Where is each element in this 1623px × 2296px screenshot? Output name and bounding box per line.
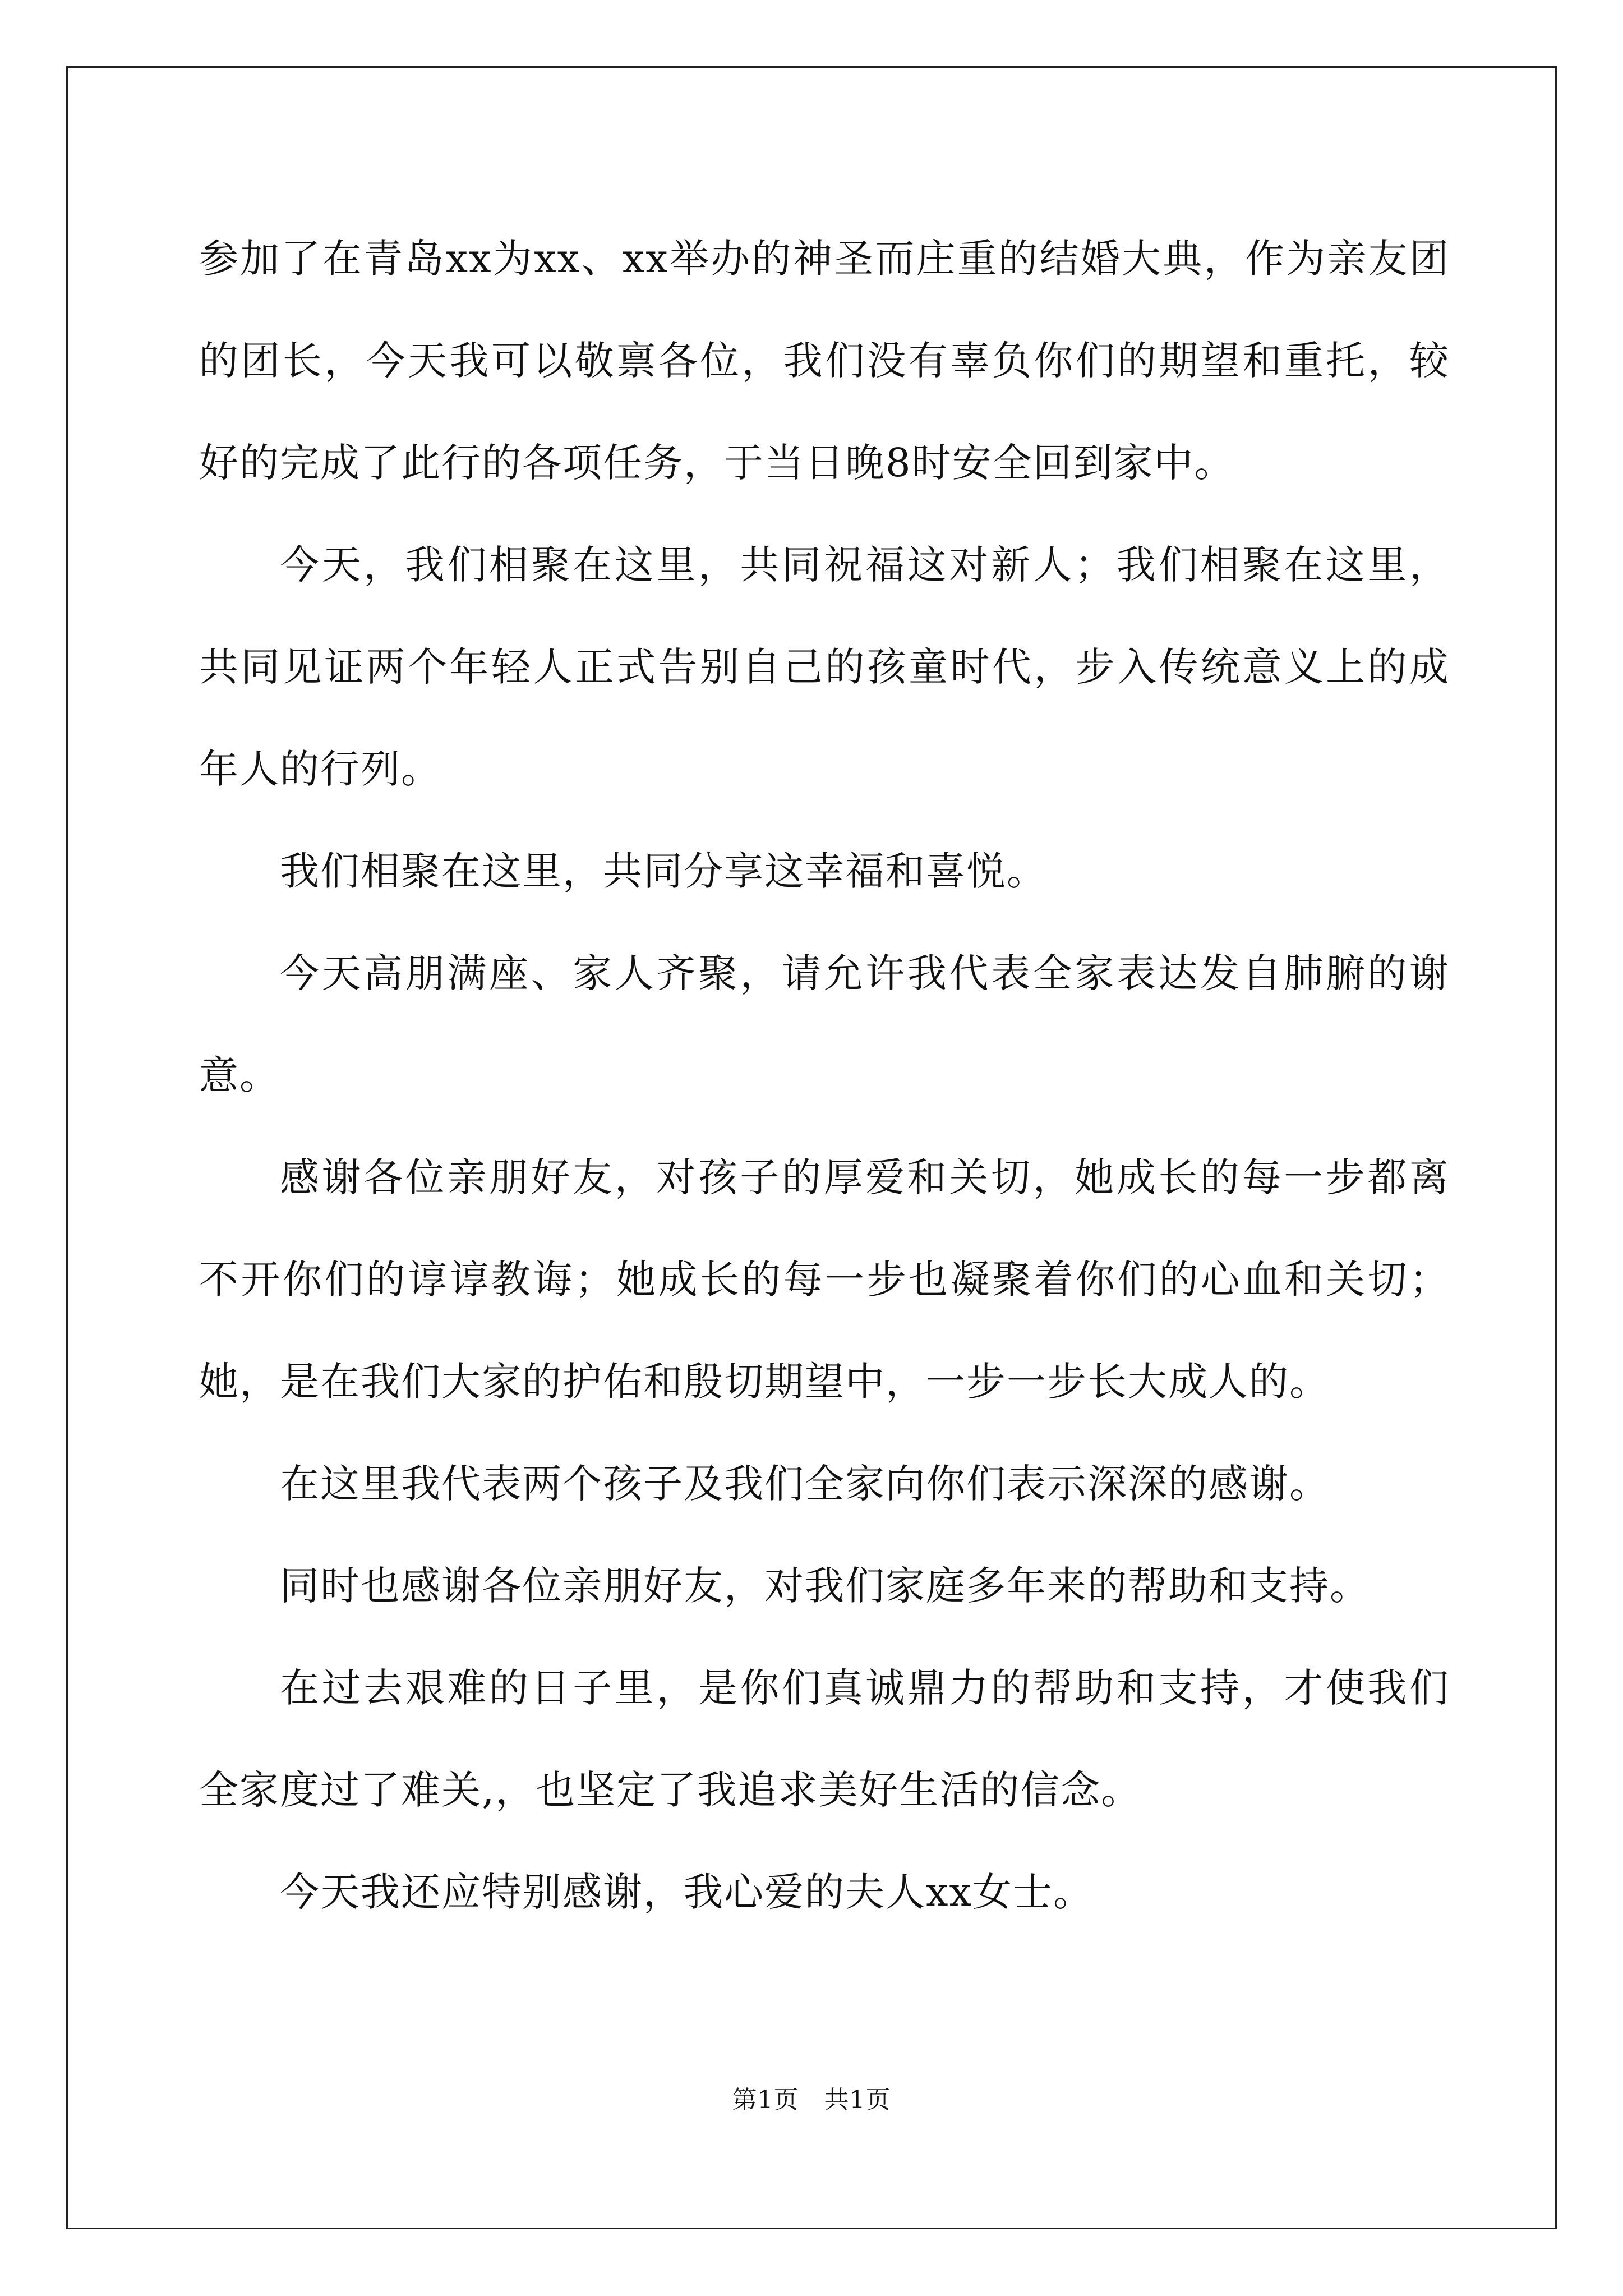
paragraph: 今天，我们相聚在这里，共同祝福这对新人；我们相聚在这里，共同见证两个年轻人正式告别自己的孩童时代，步入传统意义上的成年人的行列。 [199, 542, 1450, 792]
paragraph: 今天我还应特别感谢，我心爱的夫人xx女士。 [280, 1869, 1094, 1915]
paragraph: 在这里我代表两个孩子及我们全家向你们表示深深的感谢。 [280, 1461, 1330, 1507]
paragraph: 我们相聚在这里，共同分享这幸福和喜悦。 [280, 848, 1047, 894]
page-footer: 第1页 共1页 [732, 2086, 891, 2114]
document-body [199, 208, 1450, 1943]
paragraph: 同时也感谢各位亲朋好友，对我们家庭多年来的帮助和支持。 [280, 1563, 1370, 1609]
paragraph: 感谢各位亲朋好友，对孩子的厚爱和关切，她成长的每一步都离不开你们的谆谆教诲；她成长的每一步也凝聚着你们的心血和关切；她，是在我们大家的护佑和殷切期望中，一步一步长大成人的。 [199, 1154, 1450, 1405]
paragraph: 今天高朋满座、家人齐聚，请允许我代表全家表达发自肺腑的谢意。 [199, 950, 1450, 1098]
paragraph: 在过去艰难的日子里，是你们真诚鼎力的帮助和支持，才使我们全家度过了难关,，也坚定了我追求美好生活的信念。 [199, 1665, 1450, 1813]
paragraph: 参加了在青岛xx为xx、xx举办的神圣而庄重的结婚大典，作为亲友团的团长，今天我可以敬禀各位，我们没有辜负你们的期望和重托，较好的完成了此行的各项任务，于当日晚8时安全回到家中。 [199, 236, 1450, 486]
